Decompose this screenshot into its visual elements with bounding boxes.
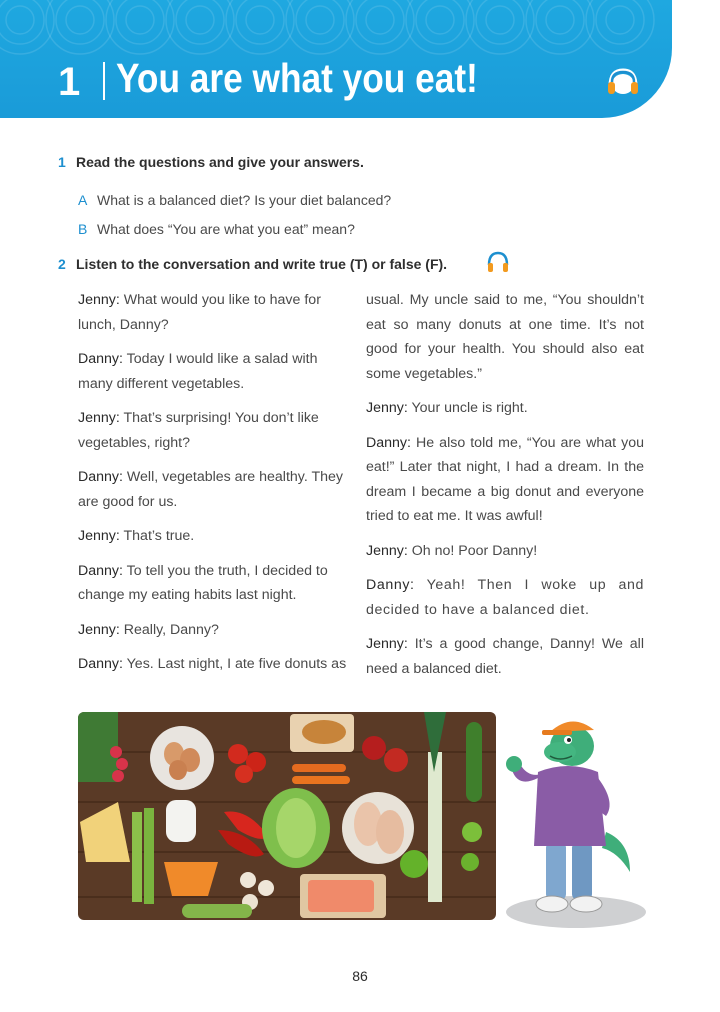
headphones-icon[interactable] [606,66,640,96]
dialogue-text: What would you like to have for lunch, Danny? [78,292,321,333]
dialogue-text: Yes. Last night, I ate five donuts as [126,656,347,672]
dialogue-text: Yeah! Then I woke up and decided to have a balanced diet. [366,577,644,618]
speaker-name: Jenny: [78,410,120,426]
danny-dinosaur-character [502,712,650,930]
dialogue-text: That’s surprising! You don’t like vegetables, right? [78,410,319,451]
dialogue-text: That’s true. [123,528,195,544]
dialogue-text: Oh no! Poor Danny! [411,542,538,559]
option-b-letter: B [78,221,88,237]
dialogue-continuation: usual. My uncle said to me, “You shouldn’t eat so many donuts at one time. It’s not good for your health. You should also eat some vegetables.” [366,292,644,382]
question-2-text: Listen to the conversation and write true (T) or false (F). [76,256,448,272]
dialogue-line [78,465,344,514]
unit-number: 1 [58,60,81,104]
option-a-letter: A [78,192,88,208]
speaker-name: Danny: [78,469,123,485]
dialogue-right-column [366,288,644,691]
option-a-text: What is a balanced diet? Is your diet balanced? [97,192,392,208]
speaker-name: Danny: [78,351,123,367]
dialogue-line [78,618,344,643]
speaker-name: Jenny: [78,621,120,638]
title-divider [103,62,105,100]
dialogue-text: He also told me, “You are what you eat!” Later that night, I had a dream. In the dream I became a big donut and everyone tried to eat me. It was awful! [366,434,644,524]
question-1-text: Read the questions and give your answers. [76,154,364,170]
dialogue-line [78,652,347,677]
unit-header-banner [0,0,672,118]
dialogue-line [78,288,344,337]
speaker-name: Danny: [366,434,411,451]
question-2-number: 2 [58,256,66,272]
dialogue-left-column [78,288,347,687]
dialogue-line [78,559,344,608]
dialogue-text: It’s a good change, Danny! We all need a balanced diet. [366,636,644,677]
dialogue-text: To tell you the truth, I decided to change my eating habits last night. [78,562,328,603]
dialogue-text: Really, Danny? [123,621,219,638]
speaker-name: Danny: [366,577,415,593]
vegetables-and-healthy-food-photo [78,712,496,920]
dialogue-line [366,539,644,564]
dialogue-line [366,573,644,622]
headphones-icon[interactable] [486,250,510,274]
dialogue-text: Well, vegetables are healthy. They are good for us. [78,469,343,510]
speaker-name: Jenny: [366,636,408,652]
dialogue-line [366,632,644,681]
dialogue-line [366,431,644,529]
dialogue-line [78,524,344,549]
dialogue-line [78,347,344,396]
dialogue-text: Today I would like a salad with many different vegetables. [78,351,318,392]
unit-title: You are what you eat! [116,55,478,101]
speaker-name: Jenny: [78,528,120,544]
speaker-name: Jenny: [366,400,408,416]
dialogue-line [366,396,644,421]
speaker-name: Jenny: [78,292,120,308]
page-number: 86 [352,968,368,984]
option-b-text: What does “You are what you eat” mean? [97,221,355,237]
dialogue-text: Your uncle is right. [411,400,528,416]
speaker-name: Danny: [78,656,123,672]
speaker-name: Danny: [78,562,123,579]
dialogue-line [78,406,344,455]
speaker-name: Jenny: [366,542,408,559]
question-1-number: 1 [58,154,66,170]
